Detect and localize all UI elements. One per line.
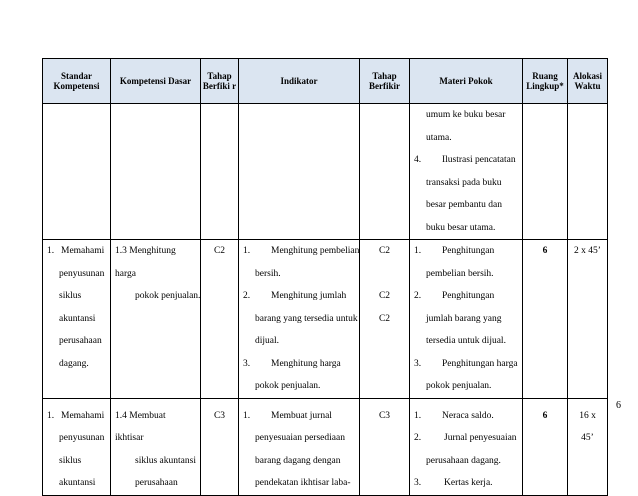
text-line: 45’	[581, 433, 594, 443]
text-line: penyusunan	[59, 433, 105, 443]
text-line: Kertas kerja.	[444, 478, 493, 488]
text-line: buku besar utama.	[426, 222, 496, 233]
kompetensi-dasar-cell	[111, 240, 201, 399]
indikator-cell	[239, 240, 360, 399]
text-line: Penghitungan	[442, 291, 495, 301]
text-line: bersih.	[255, 268, 281, 279]
header-tahap-berfikir-2: Tahap Berfikir	[360, 59, 410, 104]
text-line: akuntansi	[59, 313, 96, 324]
header-alokasi-waktu: Alokasi Waktu	[568, 59, 608, 104]
text-line: C3	[213, 410, 226, 421]
tahap-berfikir-cell	[360, 398, 410, 495]
header-standar-kompetensi: Standar Kompetensi	[43, 59, 111, 104]
header-ruang-lingkup: Ruang Lingkup*	[523, 59, 568, 104]
text-line: perusahaan	[135, 478, 178, 488]
table-row	[43, 104, 608, 240]
list-number: 1.	[47, 410, 55, 421]
text-line: Memahami	[61, 410, 105, 421]
ruang-lingkup-cell: 6	[523, 240, 568, 399]
ruang-lingkup-cell	[523, 398, 568, 495]
text-line: jumlah barang yang	[426, 313, 502, 324]
materi-pokok-cell	[410, 240, 523, 399]
list-number: 2.	[414, 433, 422, 443]
syllabus-table	[42, 58, 608, 496]
text-line: dijual.	[255, 336, 280, 346]
text-line: C3	[378, 410, 391, 421]
text-line: utama.	[426, 132, 452, 143]
tahap-berfikir-cell	[201, 398, 239, 495]
text-line: C2	[378, 291, 391, 301]
list-number: 3.	[414, 358, 422, 369]
text-line: Penghitungan harga	[442, 358, 518, 369]
alokasi-waktu-cell	[568, 398, 608, 495]
header-materi-pokok: Materi Pokok	[410, 59, 523, 104]
text-line: umum ke buku besar	[426, 110, 506, 120]
list-number: 3.	[243, 358, 251, 369]
list-number: 1.	[243, 246, 251, 256]
text-line: pembelian bersih.	[426, 268, 494, 279]
text-line: barang yang tersedia untuk	[255, 313, 358, 324]
text-line: transaksi pada buku	[426, 177, 502, 188]
list-number: 2.	[243, 291, 251, 301]
text-line: perusahaan	[59, 336, 102, 346]
text-line: akuntansi	[59, 478, 96, 488]
header-indikator: Indikator	[239, 59, 360, 104]
text-line: Menghitung pembelian	[271, 246, 360, 256]
text-line: pendekatan ikhtisar laba-	[255, 478, 351, 488]
text-line: 16 x	[579, 410, 596, 421]
text-line: 6	[542, 410, 548, 421]
text-line: 1.3 Menghitung	[115, 246, 176, 256]
list-number: 3.	[414, 478, 422, 488]
list-number: 1.	[47, 246, 55, 256]
tahap-berfikir-cell	[360, 240, 410, 399]
tahap-berfikir-cell: C2	[201, 240, 239, 399]
text-line: pokok penjualan.	[426, 381, 492, 391]
text-line: penyusunan	[59, 268, 105, 279]
table-row	[43, 240, 608, 399]
text-line: C2	[378, 313, 391, 324]
text-line: siklus	[59, 455, 82, 466]
text-line: Menghitung jumlah	[271, 291, 347, 301]
text-line: perusahaan dagang.	[426, 455, 501, 466]
list-number: 4.	[414, 155, 422, 165]
alokasi-waktu-cell: 2 x 45’	[568, 240, 608, 399]
text-line: Neraca saldo.	[442, 410, 494, 421]
page-number: 6	[616, 400, 621, 411]
text-line: barang dagang dengan	[255, 455, 341, 466]
text-line: C2	[378, 246, 391, 256]
text-line: Ilustrasi pencatatan	[442, 155, 516, 165]
text-line: 1.4 Membuat	[115, 410, 166, 421]
text-line: tersedia untuk dijual.	[426, 336, 506, 346]
kompetensi-dasar-cell	[111, 398, 201, 495]
materi-pokok-cell	[410, 104, 523, 240]
text-line: pokok penjualan.	[255, 381, 321, 391]
indikator-cell	[239, 398, 360, 495]
text-line: Membuat jurnal	[271, 410, 332, 421]
list-number: 1.	[243, 410, 251, 421]
text-line: Penghitungan	[442, 246, 495, 256]
text-line: besar pembantu dan	[426, 200, 502, 210]
text-line: Menghitung harga	[271, 358, 341, 369]
list-number: 1.	[414, 246, 422, 256]
text-line: ikhtisar	[115, 433, 144, 443]
materi-pokok-cell	[410, 398, 523, 495]
text-line: pokok penjualan.	[135, 291, 201, 301]
header-row	[43, 59, 608, 104]
standar-kompetensi-cell	[43, 240, 111, 399]
text-line: Memahami	[61, 246, 105, 256]
text-line: harga	[115, 268, 136, 279]
text-line: dagang.	[59, 358, 89, 369]
standar-kompetensi-cell	[43, 398, 111, 495]
header-tahap-berfikir-1: Tahap Berfiki r	[201, 59, 239, 104]
syllabus-sheet	[42, 58, 607, 496]
text-line: penyesuaian persediaan	[255, 433, 345, 443]
text-line: siklus	[59, 291, 82, 301]
list-number: 2.	[414, 291, 422, 301]
list-number: 1.	[414, 410, 422, 421]
text-line: siklus akuntansi	[135, 455, 196, 466]
text-line: Jurnal penyesuaian	[444, 433, 517, 443]
header-kompetensi-dasar: Kompetensi Dasar	[111, 59, 201, 104]
table-row	[43, 398, 608, 495]
